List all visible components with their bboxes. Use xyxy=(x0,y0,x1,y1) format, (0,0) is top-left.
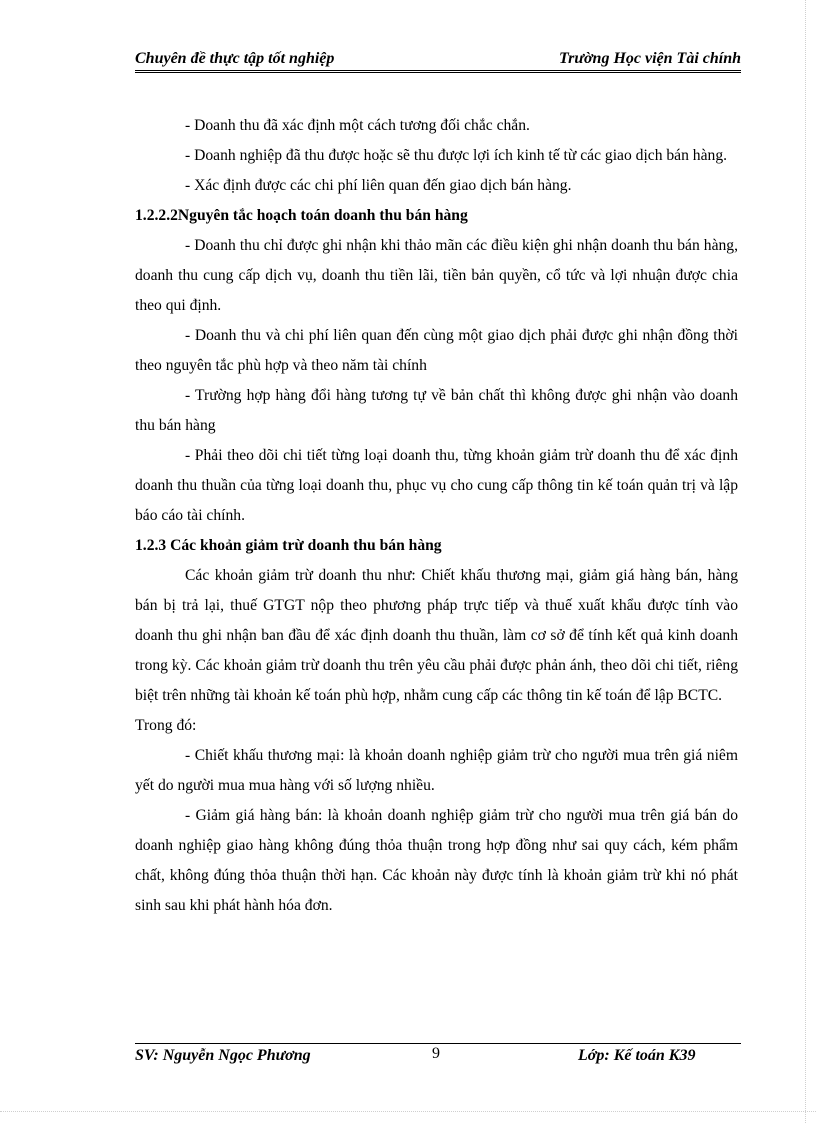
section-heading: 1.2.2.2Nguyên tắc hoạch toán doanh thu bán hàng xyxy=(135,207,468,224)
paragraph: - Giảm giá hàng bán: là khoản doanh nghiệp giảm trừ cho người mua trên giá bán do doanh nghiệp giao hàng không đúng thỏa thuận trong hợp đồng như sai quy cách, kém phẩm chất, không đúng thỏa thuận thời hạn. Các khoản này được tính là khoản giảm trừ khi nó phát sinh sau khi phát hành hóa đơn. xyxy=(135,807,738,914)
page-edge-bottom xyxy=(0,1111,816,1112)
page-body xyxy=(135,111,738,921)
paragraph: - Doanh nghiệp đã thu được hoặc sẽ thu được lợi ích kinh tế từ các giao dịch bán hàng. xyxy=(185,147,728,164)
footer-student: SV: Nguyễn Ngọc Phương xyxy=(135,1047,311,1064)
paragraph: - Doanh thu đã xác định một cách tương đối chắc chắn. xyxy=(185,117,530,134)
paragraph: Các khoản giảm trừ doanh thu như: Chiết khấu thương mại, giảm giá hàng bán, hàng bán bị trả lại, thuế GTGT nộp theo phương pháp trực tiếp và thuế xuất khẩu được tính vào doanh thu ghi nhận ban đầu để xác định doanh thu thuần, làm cơ sở để tính kết quả kinh doanh trong kỳ. Các khoản giảm trừ doanh thu trên yêu cầu phải được phản ánh, theo dõi chi tiết, riêng biệt trên những tài khoản kế toán phù hợp, nhằm cung cấp các thông tin kế toán để lập BCTC. xyxy=(135,567,738,704)
page-number: 9 xyxy=(432,1045,440,1062)
paragraph: - Doanh thu chỉ được ghi nhận khi thảo mãn các điều kiện ghi nhận doanh thu bán hàng, doanh thu cung cấp dịch vụ, doanh thu tiền lãi, tiền bản quyền, cổ tức và lợi nhuận được chia theo qui định. xyxy=(135,237,738,314)
footer-class: Lớp: Kế toán K39 xyxy=(578,1047,696,1064)
paragraph: - Doanh thu và chi phí liên quan đến cùng một giao dịch phải được ghi nhận đồng thời theo nguyên tắc phù hợp và theo năm tài chính xyxy=(135,327,738,374)
paragraph: - Xác định được các chi phí liên quan đến giao dịch bán hàng. xyxy=(185,177,572,194)
header-title: Chuyên đề thực tập tốt nghiệp xyxy=(135,50,335,67)
page-header xyxy=(135,48,741,73)
page-footer xyxy=(135,1043,741,1072)
paragraph: Trong đó: xyxy=(135,717,197,734)
paragraph: - Trường hợp hàng đổi hàng tương tự về bản chất thì không được ghi nhận vào doanh thu bán hàng xyxy=(135,387,738,434)
page-edge-right xyxy=(805,0,806,1123)
paragraph: - Chiết khấu thương mại: là khoản doanh nghiệp giảm trừ cho người mua trên giá niêm yết do người mua mua hàng với số lượng nhiều. xyxy=(135,747,738,794)
header-school: Trường Học viện Tài chính xyxy=(558,50,741,67)
section-heading: 1.2.3 Các khoản giảm trừ doanh thu bán hàng xyxy=(135,537,442,554)
paragraph: - Phải theo dõi chi tiết từng loại doanh thu, từng khoản giảm trừ doanh thu để xác định doanh thu thuần của từng loại doanh thu, phục vụ cho cung cấp thông tin kế toán quản trị và lập báo cáo tài chính. xyxy=(135,447,738,524)
